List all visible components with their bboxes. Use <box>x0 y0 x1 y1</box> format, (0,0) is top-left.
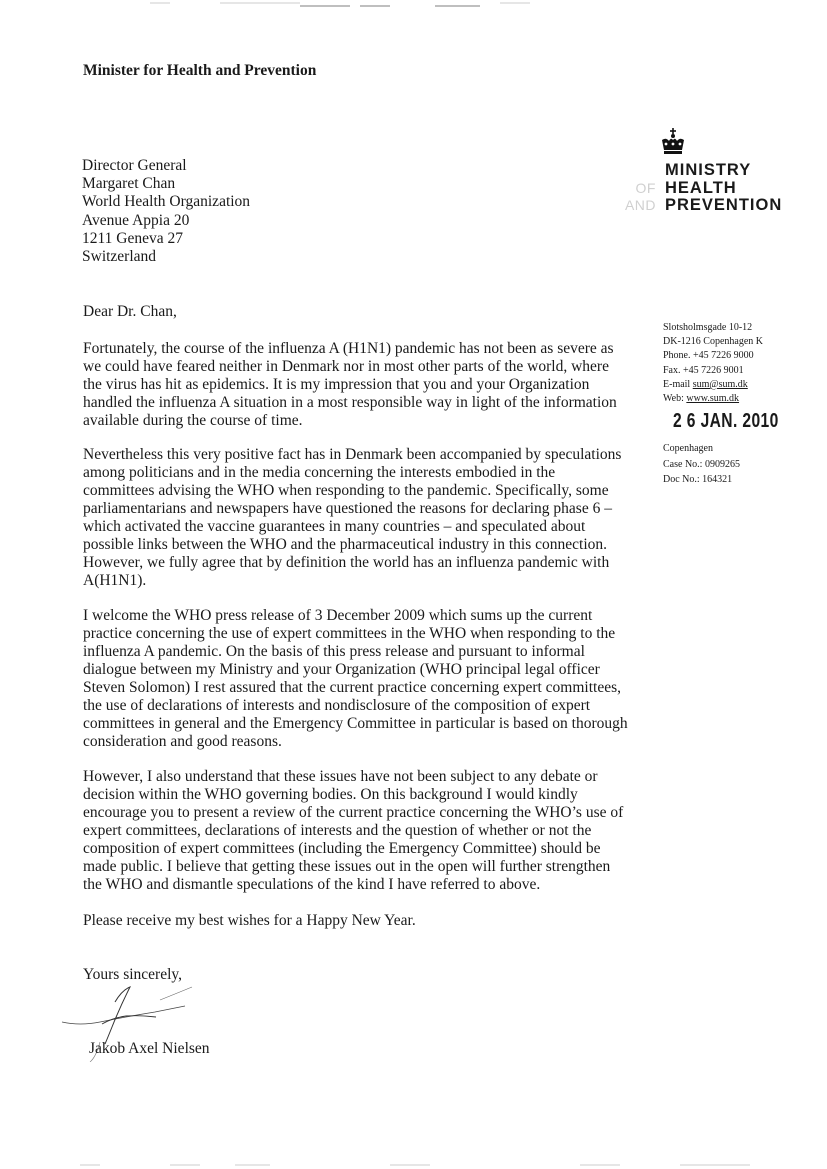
contact-email-label: E-mail <box>663 378 693 390</box>
paragraph-3 <box>83 607 628 751</box>
paragraph-line: consideration and good reasons. <box>83 733 282 750</box>
location: Copenhagen <box>663 443 713 454</box>
paragraph-1 <box>83 340 617 430</box>
date-stamp: 2 6 JAN. 2010 <box>673 410 779 432</box>
paragraph-line: the use of declarations of interests and nondisclosure of the composition of expert <box>83 697 591 714</box>
logo-line-3: PREVENTION <box>665 196 783 214</box>
paragraph-line: decision within the WHO governing bodies. On this background I would kindly <box>83 786 578 803</box>
paragraph-line: available during the course of time. <box>83 412 303 429</box>
logo-line-2: HEALTH <box>665 178 737 197</box>
paragraph-line: committees in general and the Emergency Committee in particular is based on thorough <box>83 715 628 732</box>
contact-fax: Fax. +45 7226 9001 <box>663 364 744 376</box>
paragraph-line: handled the influenza A situation in a most responsible way in light of the information <box>83 394 617 411</box>
contact-web-link[interactable]: www.sum.dk <box>686 393 740 405</box>
recipient-line: Director General <box>82 157 187 174</box>
paragraph-line: the virus has hit as epidemics. It is my impression that you and your Organization <box>83 376 590 393</box>
paragraph-5 <box>83 912 416 930</box>
paragraph-line: made public. I believe that getting these issues out in the open will further strengthen <box>83 858 611 875</box>
scan-marks-top <box>60 0 540 8</box>
recipient-line: 1211 Geneva 27 <box>82 229 184 247</box>
paragraph-line: dialogue between my Ministry and your Organization (WHO principal legal officer <box>83 661 600 678</box>
recipient-line: World Health Organization <box>82 193 251 211</box>
logo-line-2-prefix: OF <box>635 179 656 196</box>
paragraph-line: possible links between the WHO and the pharmaceutical industry in this connection. <box>83 536 608 553</box>
paragraph-line: committees advising the WHO when responding to the pandemic. Specifically, some <box>83 482 609 499</box>
signer-name: Jakob Axel Nielsen <box>89 1040 210 1057</box>
paragraph-line: Nevertheless this very positive fact has in Denmark been accompanied by speculations <box>83 446 622 463</box>
sender-title: Minister for Health and Prevention <box>83 62 317 79</box>
paragraph-2 <box>83 446 621 590</box>
paragraph-line: Please receive my best wishes for a Happy New Year. <box>83 912 416 929</box>
crown-icon <box>658 128 688 158</box>
paragraph-line: parliamentarians and newspapers have questioned the reasons for declaring phase 6 – <box>83 500 612 517</box>
paragraph-line: A(H1N1). <box>83 572 147 589</box>
recipient-line: Avenue Appia 20 <box>82 211 190 229</box>
paragraph-line: I welcome the WHO press release of 3 December 2009 which sums up the current <box>83 607 593 624</box>
logo-line-1: MINISTRY <box>665 161 752 179</box>
reference-block <box>663 441 740 488</box>
scan-marks-bottom <box>60 1162 760 1168</box>
paragraph-line: practice concerning the use of expert committees in the WHO when responding to the <box>83 625 616 642</box>
paragraph-line: Steven Solomon) I rest assured that the current practice concerning expert committees, <box>83 679 622 696</box>
contact-street: Slotsholmsgade 10-12 <box>663 322 753 333</box>
paragraph-4 <box>83 768 623 894</box>
case-number: Case No.: 0909265 <box>663 458 740 470</box>
recipient-line: Margaret Chan <box>82 175 176 193</box>
paragraph-line: which activated the vaccine guarantees in many countries – and speculated about <box>83 518 586 535</box>
recipient-address <box>82 157 250 266</box>
paragraph-line: the WHO and dismantle speculations of the kind I have referred to above. <box>83 876 541 893</box>
recipient-line: Switzerland <box>82 248 157 266</box>
paragraph-line: Fortunately, the course of the influenza A (H1N1) pandemic has not been as severe as <box>83 340 614 357</box>
contact-web-label: Web: <box>663 393 687 405</box>
paragraph-line: However, we fully agree that by definition the world has an influenza pandemic with <box>83 554 610 571</box>
paragraph-line: expert committees, declarations of interests and the question of whether or not the <box>83 822 592 839</box>
paragraph-line: However, I also understand that these issues have not been subject to any debate or <box>83 768 598 785</box>
contact-email-link[interactable]: sum@sum.dk <box>692 378 748 390</box>
paragraph-line: encourage you to present a review of the current practice concerning the WHO’s use of <box>83 804 624 821</box>
paragraph-line: influenza A pandemic. On the basis of this press release and pursuant to informal <box>83 643 585 660</box>
closing: Yours sincerely, <box>83 966 183 983</box>
doc-number: Doc No.: 164321 <box>663 474 733 485</box>
contact-phone: Phone. +45 7226 9000 <box>663 350 754 362</box>
paragraph-line: among politicians and in the media concerning the interests embodied in the <box>83 464 556 481</box>
logo-text <box>610 161 783 215</box>
logo-line-3-prefix: AND <box>624 197 656 213</box>
paragraph-line: we could have feared neither in Denmark nor in most other parts of the world, where <box>83 358 609 375</box>
contact-city: DK-1216 Copenhagen K <box>663 336 763 348</box>
contact-block <box>663 321 763 406</box>
paragraph-line: composition of expert committees (including the Emergency Committee) should be <box>83 840 601 857</box>
salutation: Dear Dr. Chan, <box>83 303 177 320</box>
